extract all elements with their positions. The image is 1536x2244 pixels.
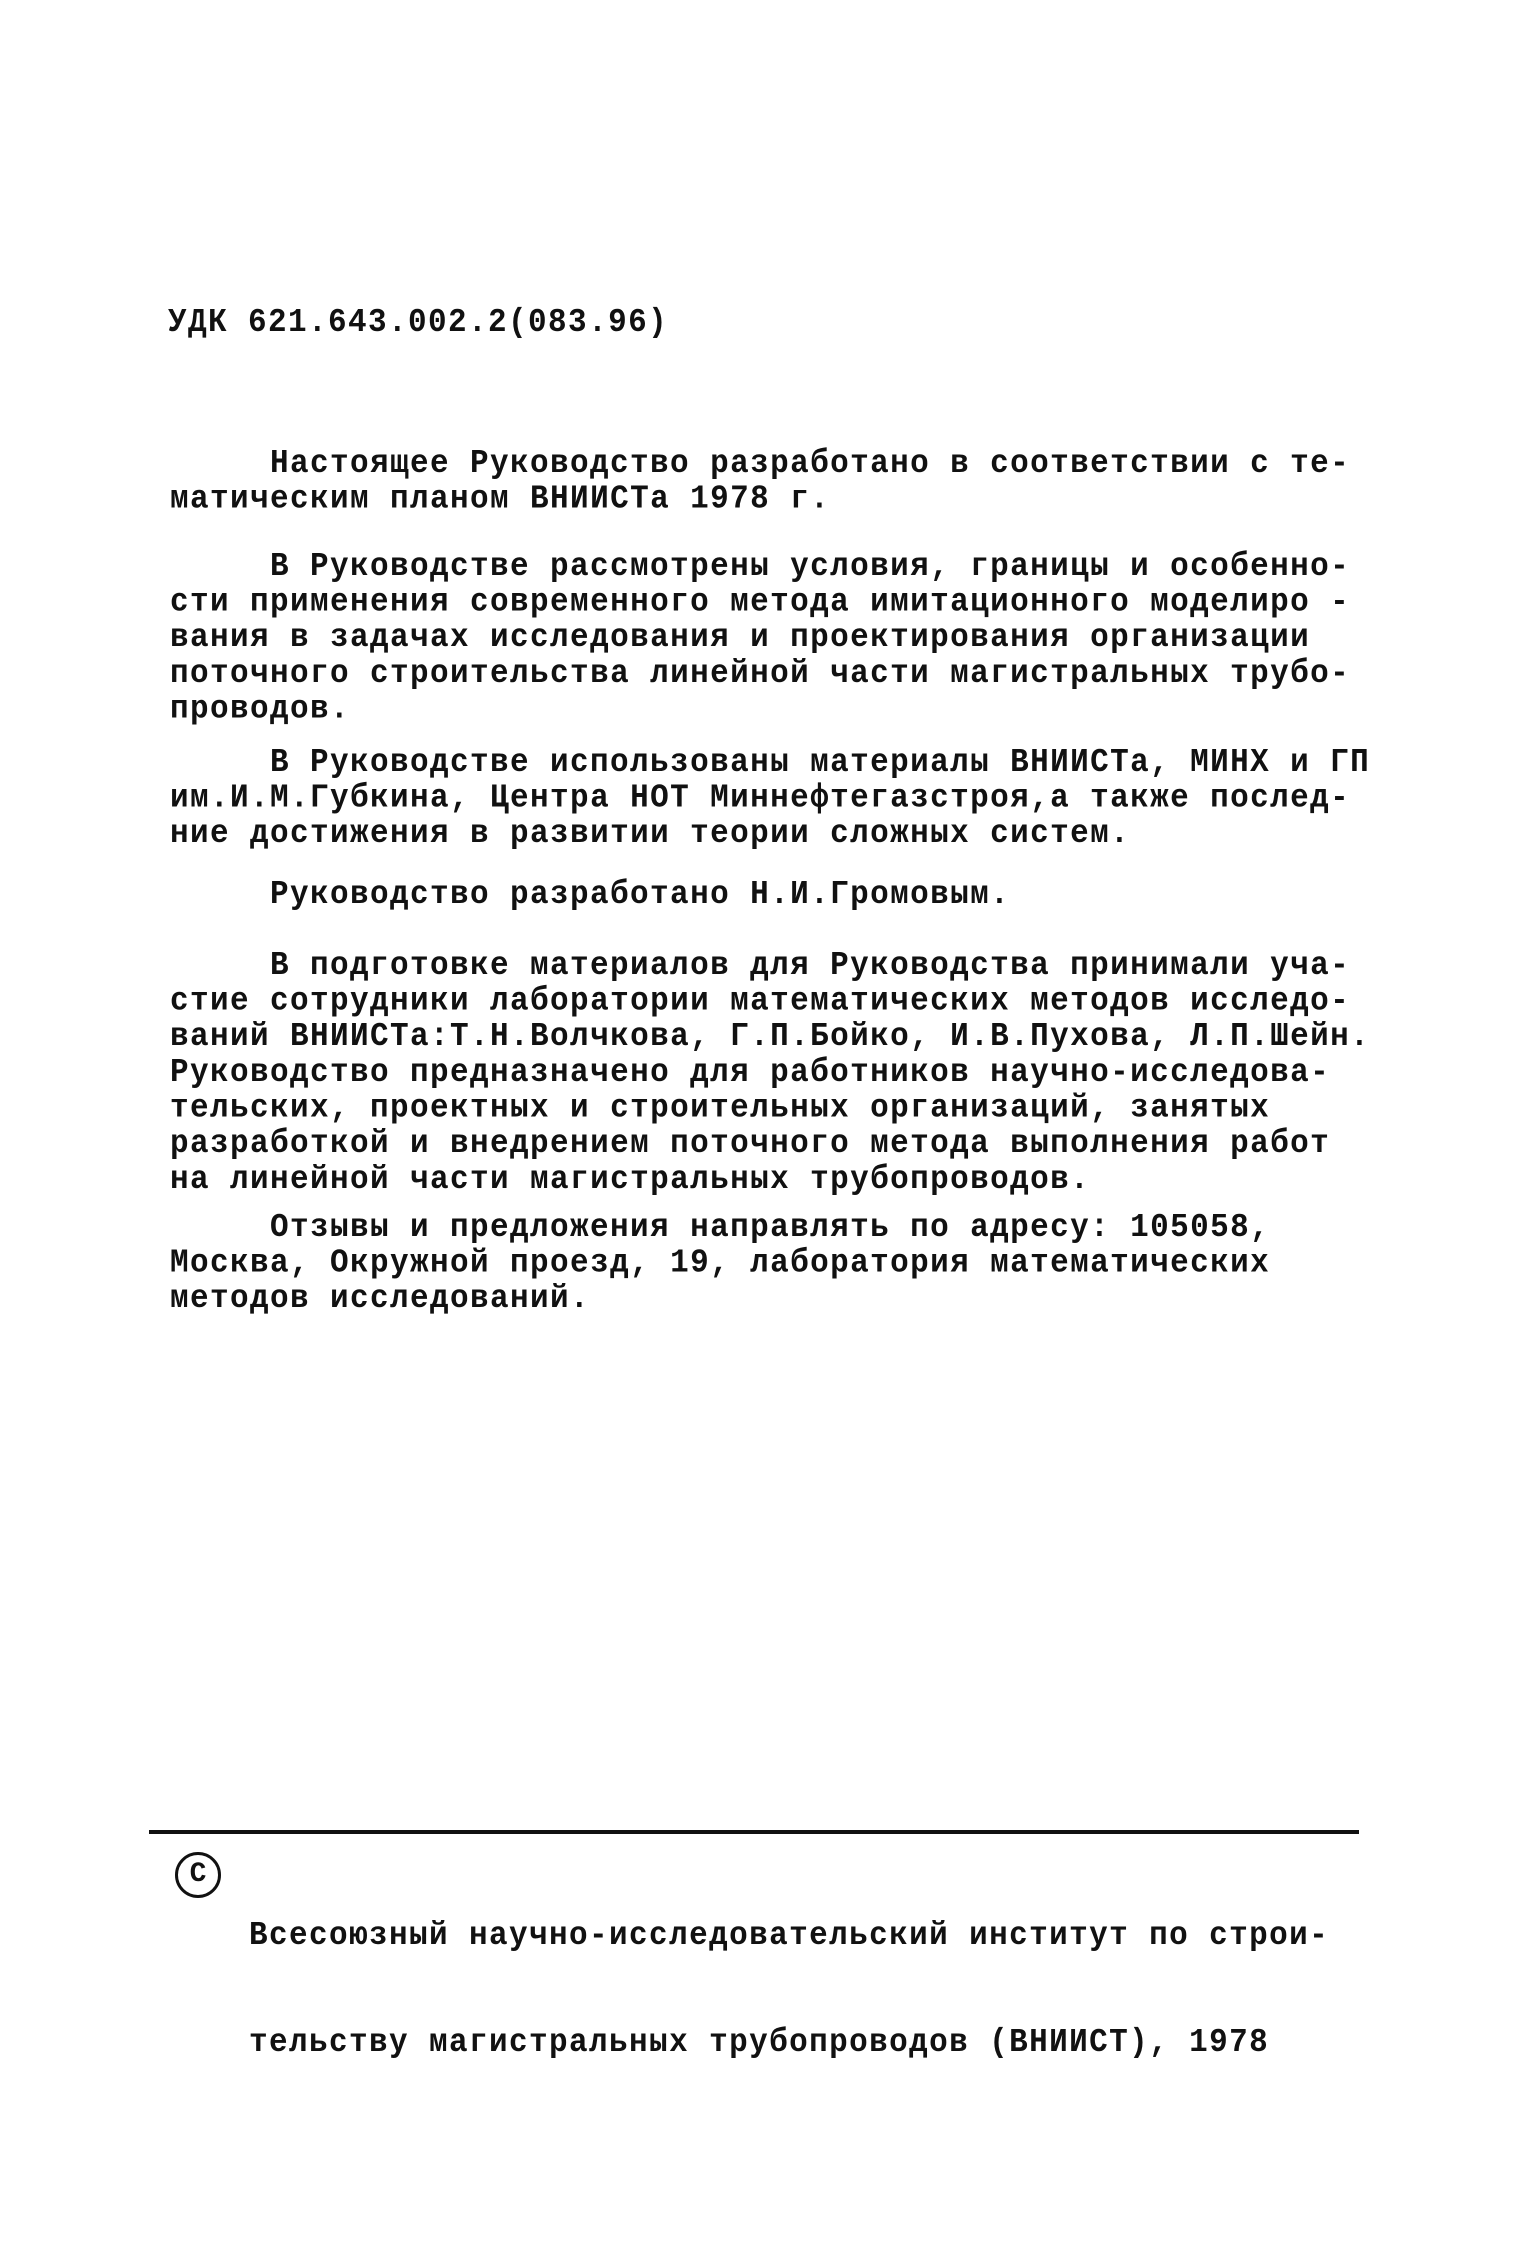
- text-line: им.И.М.Губкина, Центра НОТ Миннефтегазстроя,а также послед-: [170, 779, 1351, 818]
- copyright-line: тельству магистральных трубопроводов (ВНИИСТ), 1978: [249, 2024, 1270, 2062]
- text-line: Отзывы и предложения направлять по адресу: 105058,: [270, 1208, 1271, 1247]
- copyright-text: [249, 1847, 1329, 2096]
- text-line: В подготовке материалов для Руководства принимали уча-: [270, 946, 1351, 985]
- paragraph-author: [170, 877, 1010, 913]
- text-line: Москва, Окружной проезд, 19, лаборатория математических: [170, 1244, 1271, 1283]
- text-line: В Руководстве использованы материалы ВНИИСТа, МИНХ и ГП: [270, 743, 1371, 782]
- text-line: на линейной части магистральных трубопроводов.: [170, 1160, 1091, 1199]
- text-line: Руководство предназначено для работников научно-исследова-: [170, 1053, 1331, 1092]
- paragraph-plan: [170, 446, 1350, 517]
- text-line: стие сотрудники лаборатории математических методов исследо-: [170, 982, 1351, 1021]
- text-line: разработкой и внедрением поточного метода выполнения работ: [170, 1125, 1331, 1163]
- text-line: тельских, проектных и строительных организаций, занятых: [170, 1089, 1271, 1128]
- text-line: методов исследований.: [170, 1280, 591, 1318]
- paragraph-scope: [170, 549, 1350, 727]
- udk-code: УДК 621.643.002.2(083.96): [168, 303, 669, 342]
- text-line: сти применения современного метода имитационного моделиро -: [170, 583, 1351, 622]
- copyright-icon: C: [175, 1852, 221, 1898]
- text-line: матическим планом ВНИИСТа 1978 г.: [170, 480, 831, 519]
- paragraph-contributors: [170, 948, 1370, 1197]
- footer-divider: [149, 1830, 1359, 1834]
- text-line: Руководство разработано Н.И.Громовым.: [270, 875, 1011, 914]
- text-line: Настоящее Руководство разработано в соответствии с те-: [270, 444, 1351, 483]
- paragraph-materials: [170, 745, 1370, 852]
- copyright-line: Всесоюзный научно-исследовательский институт по строи-: [249, 1917, 1330, 1955]
- text-line: проводов.: [170, 690, 351, 729]
- text-line: вания в задачах исследования и проектирования организации: [170, 619, 1311, 657]
- text-line: ние достижения в развитии теории сложных систем.: [170, 815, 1131, 853]
- text-line: В Руководстве рассмотрены условия, границы и особенно-: [270, 547, 1351, 586]
- text-line: поточного строительства линейной части магистральных трубо-: [170, 654, 1351, 693]
- paragraph-feedback: [170, 1210, 1270, 1317]
- text-line: ваний ВНИИСТа:Т.Н.Волчкова, Г.П.Бойко, И.В.Пухова, Л.П.Шейн.: [170, 1018, 1371, 1056]
